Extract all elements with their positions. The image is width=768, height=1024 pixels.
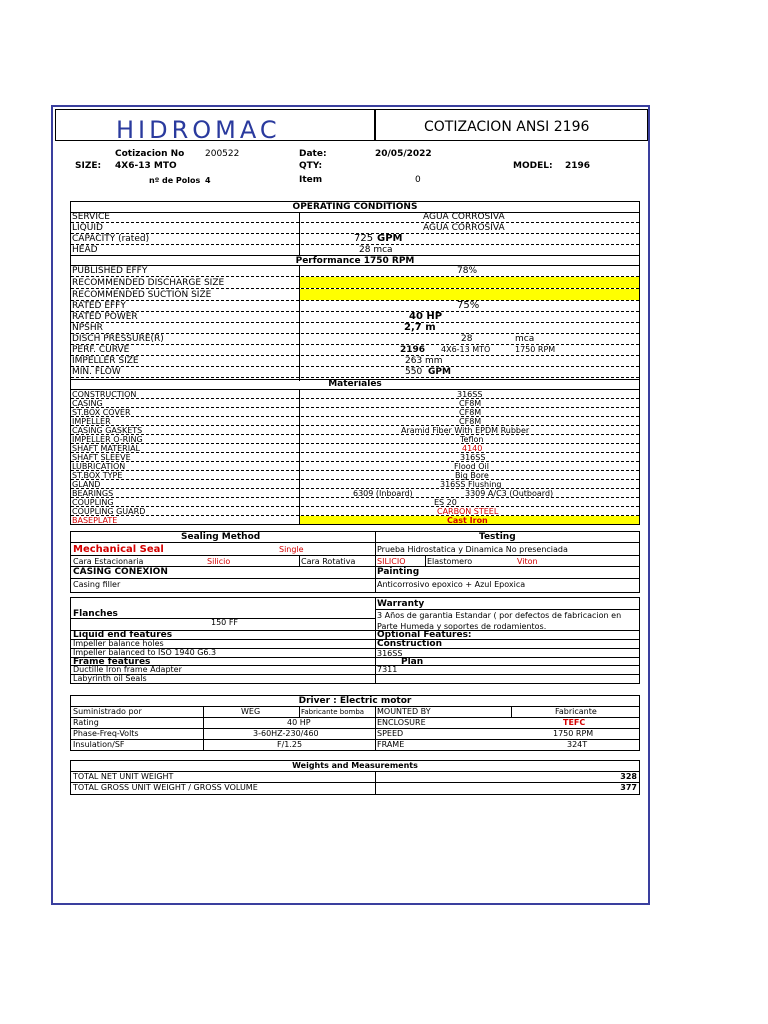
warranty-line2: Parte Humeda y soportes de rodamientos.	[377, 622, 547, 631]
date-label: Date:	[299, 149, 327, 159]
polos-value: 4	[205, 176, 211, 185]
plan-value: 7311	[377, 665, 398, 674]
testing-value: Prueba Hidrostatica y Dinamica No presenciada	[377, 545, 568, 554]
suction-size-highlight	[300, 289, 639, 300]
performance-title: Performance 1750 RPM	[295, 256, 415, 266]
insulation-value: F/1.25	[277, 740, 303, 749]
shaft-sleeve-label: SHAFT SLEEVE	[72, 453, 131, 462]
features-block	[70, 597, 640, 684]
driver-block	[70, 695, 640, 751]
face1-label: Cara Estacionaria	[73, 557, 144, 566]
gland-value: 316SS Flushing	[440, 480, 502, 489]
lubrication-value: Flood Oil	[454, 462, 489, 471]
materials-title: Materiales	[328, 379, 382, 389]
suction-size-label: RECOMMENDED SUCTION SIZE	[72, 290, 212, 300]
cotizacion-label: Cotizacion No	[115, 149, 185, 159]
liquid-label: LIQUID	[72, 223, 103, 233]
impeller-value: CF8M	[459, 417, 482, 426]
gross-weight-value: 377	[620, 783, 637, 792]
enclosure-label: ENCLOSURE	[377, 718, 426, 727]
fab-bomba-label: Fabricante bomba	[301, 708, 365, 716]
construction-label: CONSTRUCTION	[72, 390, 137, 399]
published-effy-label: PUBLISHED EFFY	[72, 266, 148, 276]
polos-label: nº de Polos	[149, 176, 201, 185]
published-effy-value: 78%	[457, 266, 478, 276]
testing-title: Testing	[479, 532, 516, 542]
quotation-sheet	[51, 105, 650, 905]
construction2-title: Construction	[377, 639, 443, 649]
speed-value: 1750 RPM	[553, 729, 594, 738]
lubrication-label: LUBRICATION	[72, 462, 126, 471]
face2-value: SILICIO	[377, 557, 406, 566]
capacity-unit: GPM	[377, 233, 403, 244]
weights-block	[70, 760, 640, 795]
bearings-outboard-value: 3309 A/C3 (Outboard)	[465, 489, 554, 498]
stbox-cover-value: CF8M	[459, 408, 482, 417]
fabricante-label: Fabricante	[555, 707, 597, 716]
min-flow-value: 550	[405, 367, 423, 377]
enclosure-value: TEFC	[563, 718, 586, 727]
npshr-value: 2,7 m	[404, 322, 436, 333]
date-value: 20/05/2022	[375, 149, 432, 159]
disch-pressure-unit: mca	[515, 334, 535, 344]
liquid-value: AGUA CORROSIVA	[423, 223, 505, 233]
min-flow-label: MIN. FLOW	[72, 367, 121, 377]
frame-label: FRAME	[377, 740, 405, 749]
warranty-line1: 3 Años de garantia Estandar ( por defectos de fabricacion en	[377, 611, 622, 620]
item-label: Item	[299, 175, 323, 185]
model-label: MODEL:	[513, 161, 553, 171]
qty-label: QTY:	[299, 161, 323, 171]
frame-value: 324T	[567, 740, 588, 749]
frame-features-title: Frame features	[73, 657, 151, 667]
head-value: 28 mca	[359, 245, 393, 255]
capacity-value: 725	[354, 233, 374, 244]
shaft-material-label: SHAFT MATERIAL	[72, 444, 140, 453]
perf-curve-rpm: 1750 RPM	[515, 345, 556, 354]
face2-label: Cara Rotativa	[301, 557, 356, 566]
phase-label: Phase-Freq-Volts	[73, 729, 139, 738]
coupling-value: ES 20	[434, 498, 457, 507]
sealing-title: Sealing Method	[181, 532, 261, 542]
gross-weight-label: TOTAL GROSS UNIT WEIGHT / GROSS VOLUME	[73, 783, 258, 792]
coupling-label: COUPLING	[72, 498, 114, 507]
casing-conexion-title: CASING CONEXION	[73, 567, 168, 577]
painting-value: Anticorrosivo epoxico + Azul Epoxica	[377, 580, 526, 589]
capacity-label: CAPACITY (rated)	[72, 234, 150, 244]
size-value: 4X6-13 MTO	[115, 161, 177, 171]
elastomer-label: Elastomero	[427, 557, 473, 566]
impeller-oring-label: IMPELLER O-RING	[72, 435, 143, 444]
impeller-oring-value: Teflon	[460, 435, 484, 444]
casing-value: CF8M	[459, 399, 482, 408]
impeller-size-label: IMPELLER SIZE	[72, 356, 139, 366]
operating-title: OPERATING CONDITIONS	[292, 202, 418, 212]
rating-label: Rating	[73, 718, 99, 727]
baseplate-label: BASEPLATE	[72, 516, 118, 525]
disch-pressure-label: DISCH PRESSURE(R)	[72, 334, 164, 344]
frame-line1: Ductille Iron frame Adapter	[73, 665, 182, 674]
size-label: SIZE:	[75, 161, 102, 171]
weights-title: Weights and Measurements	[292, 761, 418, 770]
discharge-size-highlight	[300, 277, 639, 288]
mounted-by-label: MOUNTED BY	[377, 707, 431, 716]
gland-label: GLAND	[72, 480, 101, 489]
rated-effy-label: RATED EFFY	[72, 301, 126, 311]
rated-power-label: RATED POWER	[72, 312, 138, 322]
painting-title: Painting	[377, 567, 420, 577]
supplied-by-label: Suministrado por	[73, 707, 142, 716]
service-value: AGUA CORROSIVA	[423, 212, 505, 222]
optional-features-title: Optional Features:	[377, 630, 472, 640]
baseplate-value: Cast Iron	[447, 516, 488, 525]
title-box	[375, 109, 648, 141]
casing-gaskets-value: Aramid Fiber With EPDM Rubber	[401, 426, 530, 435]
head-label: HEAD	[72, 245, 98, 255]
plan-title: Plan	[401, 657, 424, 667]
construction-value: 316SS	[457, 390, 483, 399]
casing-filler: Casing filler	[73, 580, 121, 589]
model-value: 2196	[565, 161, 591, 171]
warranty-title: Warranty	[377, 599, 425, 609]
impeller-size-value: 263 mm	[405, 356, 443, 366]
elastomer-value: Viton	[517, 557, 538, 566]
liquid-end-line2: Impeller balanced to ISO 1940 G6.3	[73, 648, 217, 657]
frame-line2: Labyrinth oil Seals	[73, 674, 147, 683]
rated-effy-value: 75%	[457, 300, 480, 311]
driver-title: Driver : Electric motor	[298, 696, 412, 706]
supplied-by-value: WEG	[241, 707, 261, 716]
casing-gaskets-label: CASING GASKETS	[72, 426, 143, 435]
face1-value: Silicio	[207, 557, 231, 566]
insulation-label: Insulation/SF	[73, 740, 125, 749]
min-flow-unit: GPM	[428, 367, 451, 377]
logo-box	[55, 109, 375, 144]
phase-value: 3-60HZ-230/460	[253, 729, 319, 738]
speed-label: SPEED	[377, 729, 404, 738]
rating-value: 40 HP	[287, 718, 311, 727]
disch-pressure-value: 28	[461, 334, 473, 344]
rated-power-value: 40 HP	[409, 311, 443, 322]
conditions-block	[70, 201, 640, 525]
shaft-material-value: 4140	[462, 444, 483, 453]
perf-curve-label: PERF. CURVE	[72, 345, 130, 355]
flanches-value: 150 FF	[211, 618, 239, 627]
flanches-title: Flanches	[73, 609, 118, 619]
net-weight-label: TOTAL NET UNIT WEIGHT	[73, 772, 174, 781]
liquid-end-title: Liquid end features	[73, 630, 173, 640]
sealing-testing-block	[70, 531, 640, 593]
cotizacion-value: 200522	[205, 149, 240, 159]
coupling-guard-label: COUPLING GUARD	[72, 507, 146, 516]
mechanical-seal-label: Mechanical Seal	[73, 544, 164, 555]
perf-curve-size: 4X6-13 MTO	[441, 345, 491, 354]
impeller-label: IMPELLER	[72, 417, 111, 426]
stbox-cover-label: ST.BOX COVER	[72, 408, 131, 417]
net-weight-value: 328	[620, 772, 637, 781]
seal-type: Single	[279, 545, 304, 554]
service-label: SERVICE	[72, 212, 110, 222]
coupling-guard-value: CARBON STEEL	[437, 507, 499, 516]
liquid-end-line1: Impeller balance holes	[73, 639, 164, 648]
item-value: 0	[415, 175, 421, 185]
stbox-type-value: Big Bore	[455, 471, 489, 480]
bearings-label: BEARINGS	[72, 489, 114, 498]
casing-label: CASING	[72, 399, 103, 408]
company-logo: HIDROMAC	[116, 116, 281, 144]
perf-curve-model: 2196	[400, 345, 426, 355]
shaft-sleeve-value: 316SS	[460, 453, 486, 462]
npshr-label: NPSHR	[72, 323, 103, 333]
page-title: COTIZACION ANSI 2196	[424, 119, 590, 135]
stbox-type-label: ST.BOX TYPE	[72, 471, 123, 480]
bearings-inboard-value: 6309 (Inboard)	[353, 489, 413, 498]
construction2-value: 316SS	[377, 649, 403, 658]
discharge-size-label: RECOMMENDED DISCHARGE SIZE	[72, 278, 225, 288]
